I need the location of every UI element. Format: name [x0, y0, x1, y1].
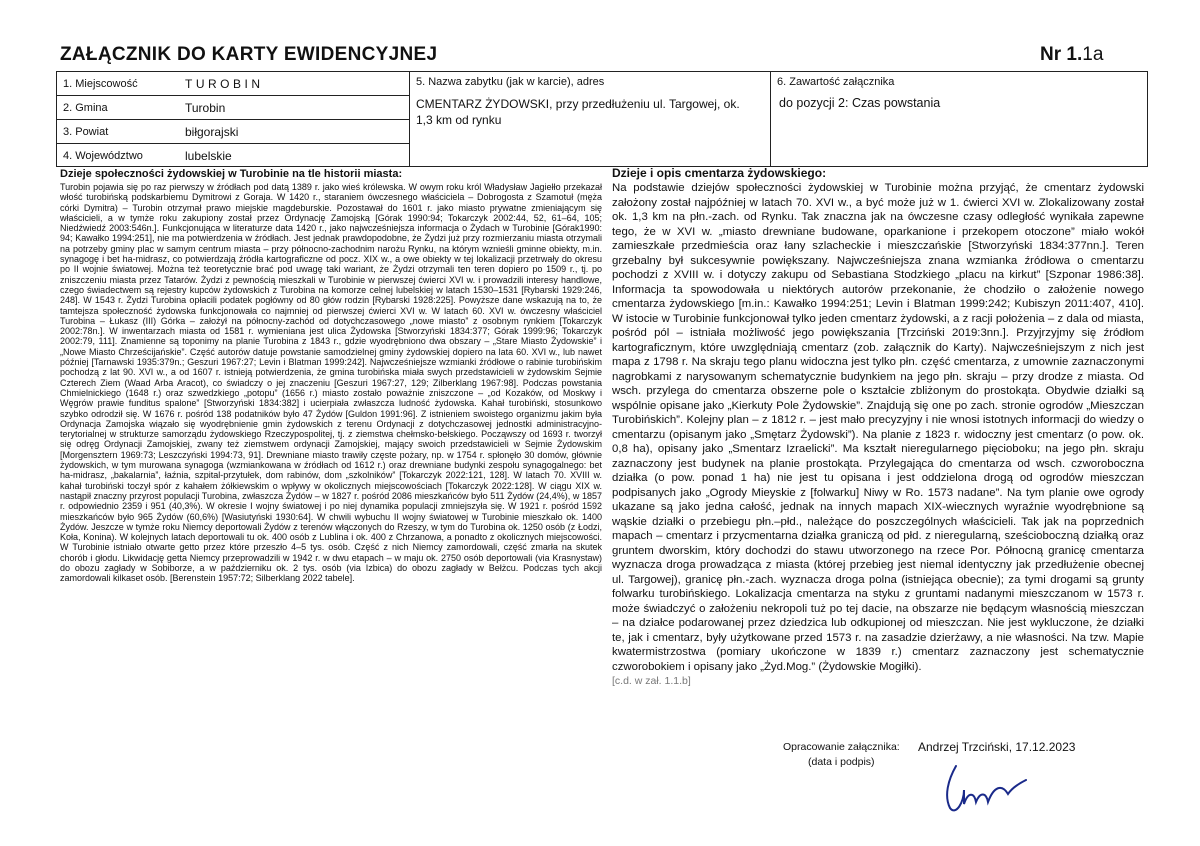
field-value: Turobin: [185, 101, 226, 115]
attachment-label: 6. Zawartość załącznika: [777, 76, 895, 88]
field-value: TUROBIN: [185, 77, 264, 91]
attachment-value: do pozycji 2: Czas powstania: [779, 96, 941, 110]
nr-suffix: 1a: [1082, 44, 1104, 65]
author-name-date: Andrzej Trzciński, 17.12.2023: [918, 740, 1076, 754]
field-value: lubelskie: [185, 149, 232, 163]
date-signature-label: (data i podpis): [808, 756, 875, 768]
field-powiat: [57, 120, 409, 144]
field-miejscowosc: [57, 72, 409, 96]
cemetery-history-heading: Dzieje i opis cmentarza żydowskiego:: [612, 166, 827, 180]
monument-label: 5. Nazwa zabytku (jak w karcie), adres: [416, 76, 605, 88]
monument-field: [410, 72, 771, 166]
field-value: biłgorajski: [185, 125, 239, 139]
attachment-number: [1040, 44, 1103, 66]
field-label: 1. Miejscowość: [63, 78, 138, 90]
community-history-heading: Dzieje społeczności żydowskiej w Turobinie na tle historii miasta:: [60, 168, 403, 180]
community-history-section: [60, 168, 602, 584]
community-history-text: Turobin pojawia się po raz pierwszy w źródłach pod datą 1389 r. jako wieś królewska. W owym roku król Władysław Jagiełło przekazał włość turobińską podskarbiemu Dymitrowi z Goraja. W 1420 r., staraniem ówczesnego właściciela – Dobrogosta z Szamotuł (męża córki Dymitra) – Turobin otrzymał prawo miejskie magdeburskie. Pozostawał do 1601 r. jako miasto prywatne zmieniającym się właścicieli, a w tymże roku zakupiony został przez Ordynację Zamojską [Górak 1990:94; Tokarczyk 2002:44, 52, 61–64, 105; Niedźwiedź 2003:546n.]. Funkcjonująca w literaturze data 1420 r., jako najwcześniejsza informacja o Żydach w Turobinie [Górak1990: 94; Kawałko 1994:251], nie ma potwierdzenia w źródłach. Jest jednak prawdopodobne, że Żydzi już przy rozmierzaniu miasta otrzymali na potrzeby gminy plac w samym centrum miasta – przy północno-zachodnim narożu Rynku, na którym wznieśli gminne obiekty, m.in. synagogę i bet ha-midrasz, co potwierdzają źródła kartograficzne od pocz. XIX w., a owe obiekty w tej lokalizacji przetrwały do okresu po II wojnie światowej. Można też teoretycznie brać pod uwagę taki wariant, że Żydzi otrzymali ten teren dopiero po 1509 r., tj. po zniszczeniu miasta przez Tatarów. Żydzi z pewnością mieszkali w Turobinie w pierwszej ćwierci XVI w. i prowadzili interesy handlowe, czego świadectwem są rejestry kupców żydowskich z Turobina na komorze celnej lubelskiej w latach 1530–1531 [Rybarski 1929:246, 248]. W 1543 r. Żydzi Turobina opłacili podatek pogłówny od 80 głów rodzin [Rybarski 1928:225]. Powyższe dane wskazują na to, że tamtejsza społeczność żydowska funkcjonowała co najmniej od pierwszej ćwierci XVI w. W latach 60. XVI w. ówczesny właściciel Turobina – Łukasz (III) Górka – założył na północny-zachód od dotychczasowego „nowe miasto” z osobnym rynkiem [Tokarczyk 2002:78n.]. W inwentarzach miasta od 1581 r. wymieniana jest ulica Żydowska [Stworzyński 1834:377; Górak 1999:96; Tokarczyk 2002:79, 111]. Znamienne są toponimy na planie Turobina z 1843 r., gdzie wyodrębniono dwa obszary – „Stare Miasto Żydowskie” i „Nowe Miasto Chrześcijańskie”. Część autorów datuje powstanie samodzielnej gminy żydowskiej dopiero na lata 60. XVI w., lub nawet później [Tarnawski 1935:379n.; Geszuri 1967:27; Levin i Blatman 1999:242]. Najwcześniejsze wzmianki źródłowe o rabinie turobińskim pochodzą z lat 90. XVI w., a od 1607 r. istnieją potwierdzenia, że gmina turobińska miała swych przedstawicieli w żydowskim Sejmie Czterech Ziem (Waad Arba Aracot), co świadczy o jej znaczeniu [Geszuri 1967:27, 129; Zilberklang 1967:98]. Podczas powstania Chmielnickiego (1648 r.) oraz szwedzkiego „potopu” (1656 r.) miasto zostało poważnie zniszczone – „od Kozaków, od Moskwy i Węgrów prawie funditus spalone” [Stworzyński 1834:382] i ucierpiała zwłaszcza ludność żydowska. Kahał turobiński, stosunkowo szybko odrodził się. W 1676 r. pośród 138 podatników było 47 Żydów [Guldon 1991:96]. Z istnieniem swoistego organizmu jakim była Ordynacja Zamojska wiązało się wyodrębnienie gmin żydowskich z terenu Ordynacji z dotychczasowej jednostki administracyjno-terytorialnej w strukturze samorządu żydowskiego Rzeczypospolitej, tj. z ziemstwa chełmsko-bełskiego. Począwszy od 1693 r. tworzył się odręg Ordynacji Zamojskiej, zwany też ziemstwem ordynacji Zamojskiej, mający swoich przedstawicieli w Sejmie Żydowskim [Morgensztern 1969:73; Leszczyński 1994:73, 91]. Drewniane miasto trawiły częste pożary, np. w 1754 r. spłonęło 30 domów, głównie żydowskich, w tym murowana synagoga (wzmiankowana w źródłach od 1612 r.) oraz drewniane budynki zespołu synagogalnego: bet ha-midrasz, „bakalarnia”, łaźnia, szpital-przytułek, dom rabinów, dom „szkolników” [Tokarczyk 2022:121, 128]. W latach 70. XVIII w. kahał turobiński toczył spór z kahałem żółkiewskim o wpływy w okolicznych miejscowościach [Tokarczyk 2022:128]. W ciągu XIX w. nastąpił znaczny przyrost populacji Turobina, zwłaszcza Żydów – w 1827 r. pośród 2086 mieszkańców było 511 Żydów (24,4%), w 1857 r. odpowiednio 2359 i 951 (40,3%). W okresie I wojny światowej i po niej dynamika populacji zmniejszyła się. W 1921 r. pośród 1592 mieszkańców było 965 Żydów (60,6%) [Wasiutyński 1930:64]. W chwili wybuchu II wojny światowej w Turobinie mieszkało ok. 1400 Żydów. Jeszcze w tymże roku Niemcy deportowali Żydów z terenów włączonych do Rzeszy, w tym do Turobina ok. 1250 osób (z Łodzi, Koła, Konina). W kolejnych latach deportowali tu ok. 400 osób z Lublina i ok. 400 z Chrzanowa, a ponadto z okolicznych miejscowości. W Turobinie istniało otwarte getto przez które przeszło 4–5 tys. osób. Część z nich Niemcy zamordowali, część zmarła na skutek chorób i głodu. Likwidację getta Niemcy przeprowadzili w 1942 r. w dwu etapach – w maju ok. 2750 osób deportowali (via Krasnystaw) do obozu zagłady w Sobiborze, a w październiku ok. 2 tys. osób (via Izbica) do obozu zagłady w Bełżcu. Podczas tych akcji zamordowali kilkaset osób. [Berenstein 1957:72; Silberklang 2022 tabele].: [60, 182, 602, 584]
header-table: [56, 71, 1148, 167]
field-gmina: [57, 96, 409, 120]
location-fields: [57, 72, 410, 166]
document-title: ZAŁĄCZNIK DO KARTY EWIDENCYJNEJ: [60, 44, 438, 65]
handwritten-signature: [938, 758, 1038, 818]
cemetery-history-section: [612, 166, 1144, 689]
prepared-by-label: Opracowanie załącznika:: [783, 741, 900, 753]
field-label: 3. Powiat: [63, 126, 109, 138]
cemetery-history-text: Na podstawie dziejów społeczności żydowskiej w Turobinie można przyjąć, że cmentarz żydowski założony został najpóźniej w latach 70. XVI w., a być może już w 1. ćwierci XVI w. Zlokalizowany został ok. 1,3 km na płn.-zach. od Rynku. Tak znaczna jak na ówczesne czasy odległość wynikała zapewne tego, że w XVI w. „miasto drewniane budowane, oparkanione i przekopem otoczone” miało wokół zamieszkałe przedmieścia oraz łany szlacheckie i mieszczańskie [Stworzyński 1834:377nn.]. Teren grzebalny był sukcesywnie powiększany. Najwcześniejsza znana wzmianka źródłowa o cmentarzu pochodzi z XVIII w. i dotyczy zakupu od Sebastiana Stodzkiego „placu na kirkut” [Szponar 1986:38]. Informacja ta spowodowała u niektórych autorów przekonanie, że chodziło o założenie nowego cmentarza żydowskiego [m.in.: Kawałko 1994:251; Levin i Blatman 1999:242; Kubiszyn 2011:407, 410]. W istocie w Turobinie funkcjonował tylko jeden cmentarz żydowski, a z racji położenia – z dala od miasta, pośród pól – istniała możliwość jego powiększania [Trzciński 2019:3nn.]. Przyjrzyjmy się źródłom kartograficznym, które uwzględniają cmentarz (zob. załącznik do Karty). Najwcześniejszym z nich jest mapa z 1798 r. Na skraju tego planu widoczna jest tylko płn. część cmentarza, z umownie zaznaczonymi nagrobkami z narysowanym schematycznie budynkiem na jego płn. skraju – przy drodze z miasta. Od wsch. przylega do cmentarza obszerne pole o kształcie zbliżonym do prostokąta. Obydwie działki są wspólnie opisane jako „Kierkuty Pole Żydowskie”. Znajdują się one po zach. stronie ogrodów „Mieszczan Turobińskich”. Kolejny plan – z 1812 r. – jest mało precyzyjny i nie wnosi istotnych informacji do wiedzy o cmentarzu (opisanym jako „Smętarz Żydowski”). Na planie z 1823 r. widoczny jest cmentarz (o pow. ok. 0,8 ha), opisany jako „Smentarz Izraelicki”. Ma kształt nieregularnego pięcioboku; na jego płn. skraju zaznaczony jest budynek na planie prostokąta. Przylegająca do cmentarza od wsch. czworoboczna działka (o pow. ponad 1 ha) nie jest tu opisana i jest oddzielona drogą od ogrodów mieszczan podpisanych jako „Ogrody Mieyskie z [folwarku] Niwy w Ro. 1573 nadane”. Na tym planie owe ogrody ukazane są jako jedna całość, jednak na innych mapach XIX-wiecznych wyraźnie wyodrębnione są wąskie działki o przebiegu płn.–płd., należące do poszczególnych właścicieli. Tak jak na poprzednich mapach – cmentarz i przycmentarna działka graniczą od płd. z nieregularną, sześcioboczną działką oraz gruntem dworskim, który dochodzi do stawu utworzonego na rzece Por. Północną granicę cmentarza wyznacza droga prowadząca z miasta (której przebieg jest niemal identyczny jak przedłużenie obecnej ul. Targowej), granicę płn.-zach. wyznacza droga polna (istniejąca obecnie); za tymi drogami są grunty folwarku turobińskiego. Lokalizacja cmentarza na styku z gruntami nadanymi mieszczanom w 1573 r. może świadczyć o założeniu nekropoli tuż po tej dacie, na obszarze nie będącym własnością mieszczan – na działce podarowanej przez dziedzica lub odkupionej od mieszczan. Nie jest wykluczone, że działki te, jak i cmentarz, były użytkowane przed 1573 r. na zasadzie dzierżawy, a nie własności. Na tzw. Mapie kwatermistrzostwa (pomiary ukończone w 1839 r.) cmentarz zaznaczony jest schematycznie czworobokiem i opisany jako „Żyd.Mog.” (Żydowskie Mogiłki).: [612, 182, 1144, 673]
attachment-field: [771, 72, 1147, 166]
field-label: 4. Województwo: [63, 150, 143, 162]
nr-label: Nr 1.: [1040, 44, 1083, 65]
field-label: 2. Gmina: [63, 102, 108, 114]
continuation-note: [c.d. w zał. 1.1.b]: [612, 675, 691, 687]
field-wojewodztwo: [57, 144, 409, 167]
monument-value: CMENTARZ ŻYDOWSKI, przy przedłużeniu ul. Targowej, ok. 1,3 km od rynku: [416, 97, 740, 127]
